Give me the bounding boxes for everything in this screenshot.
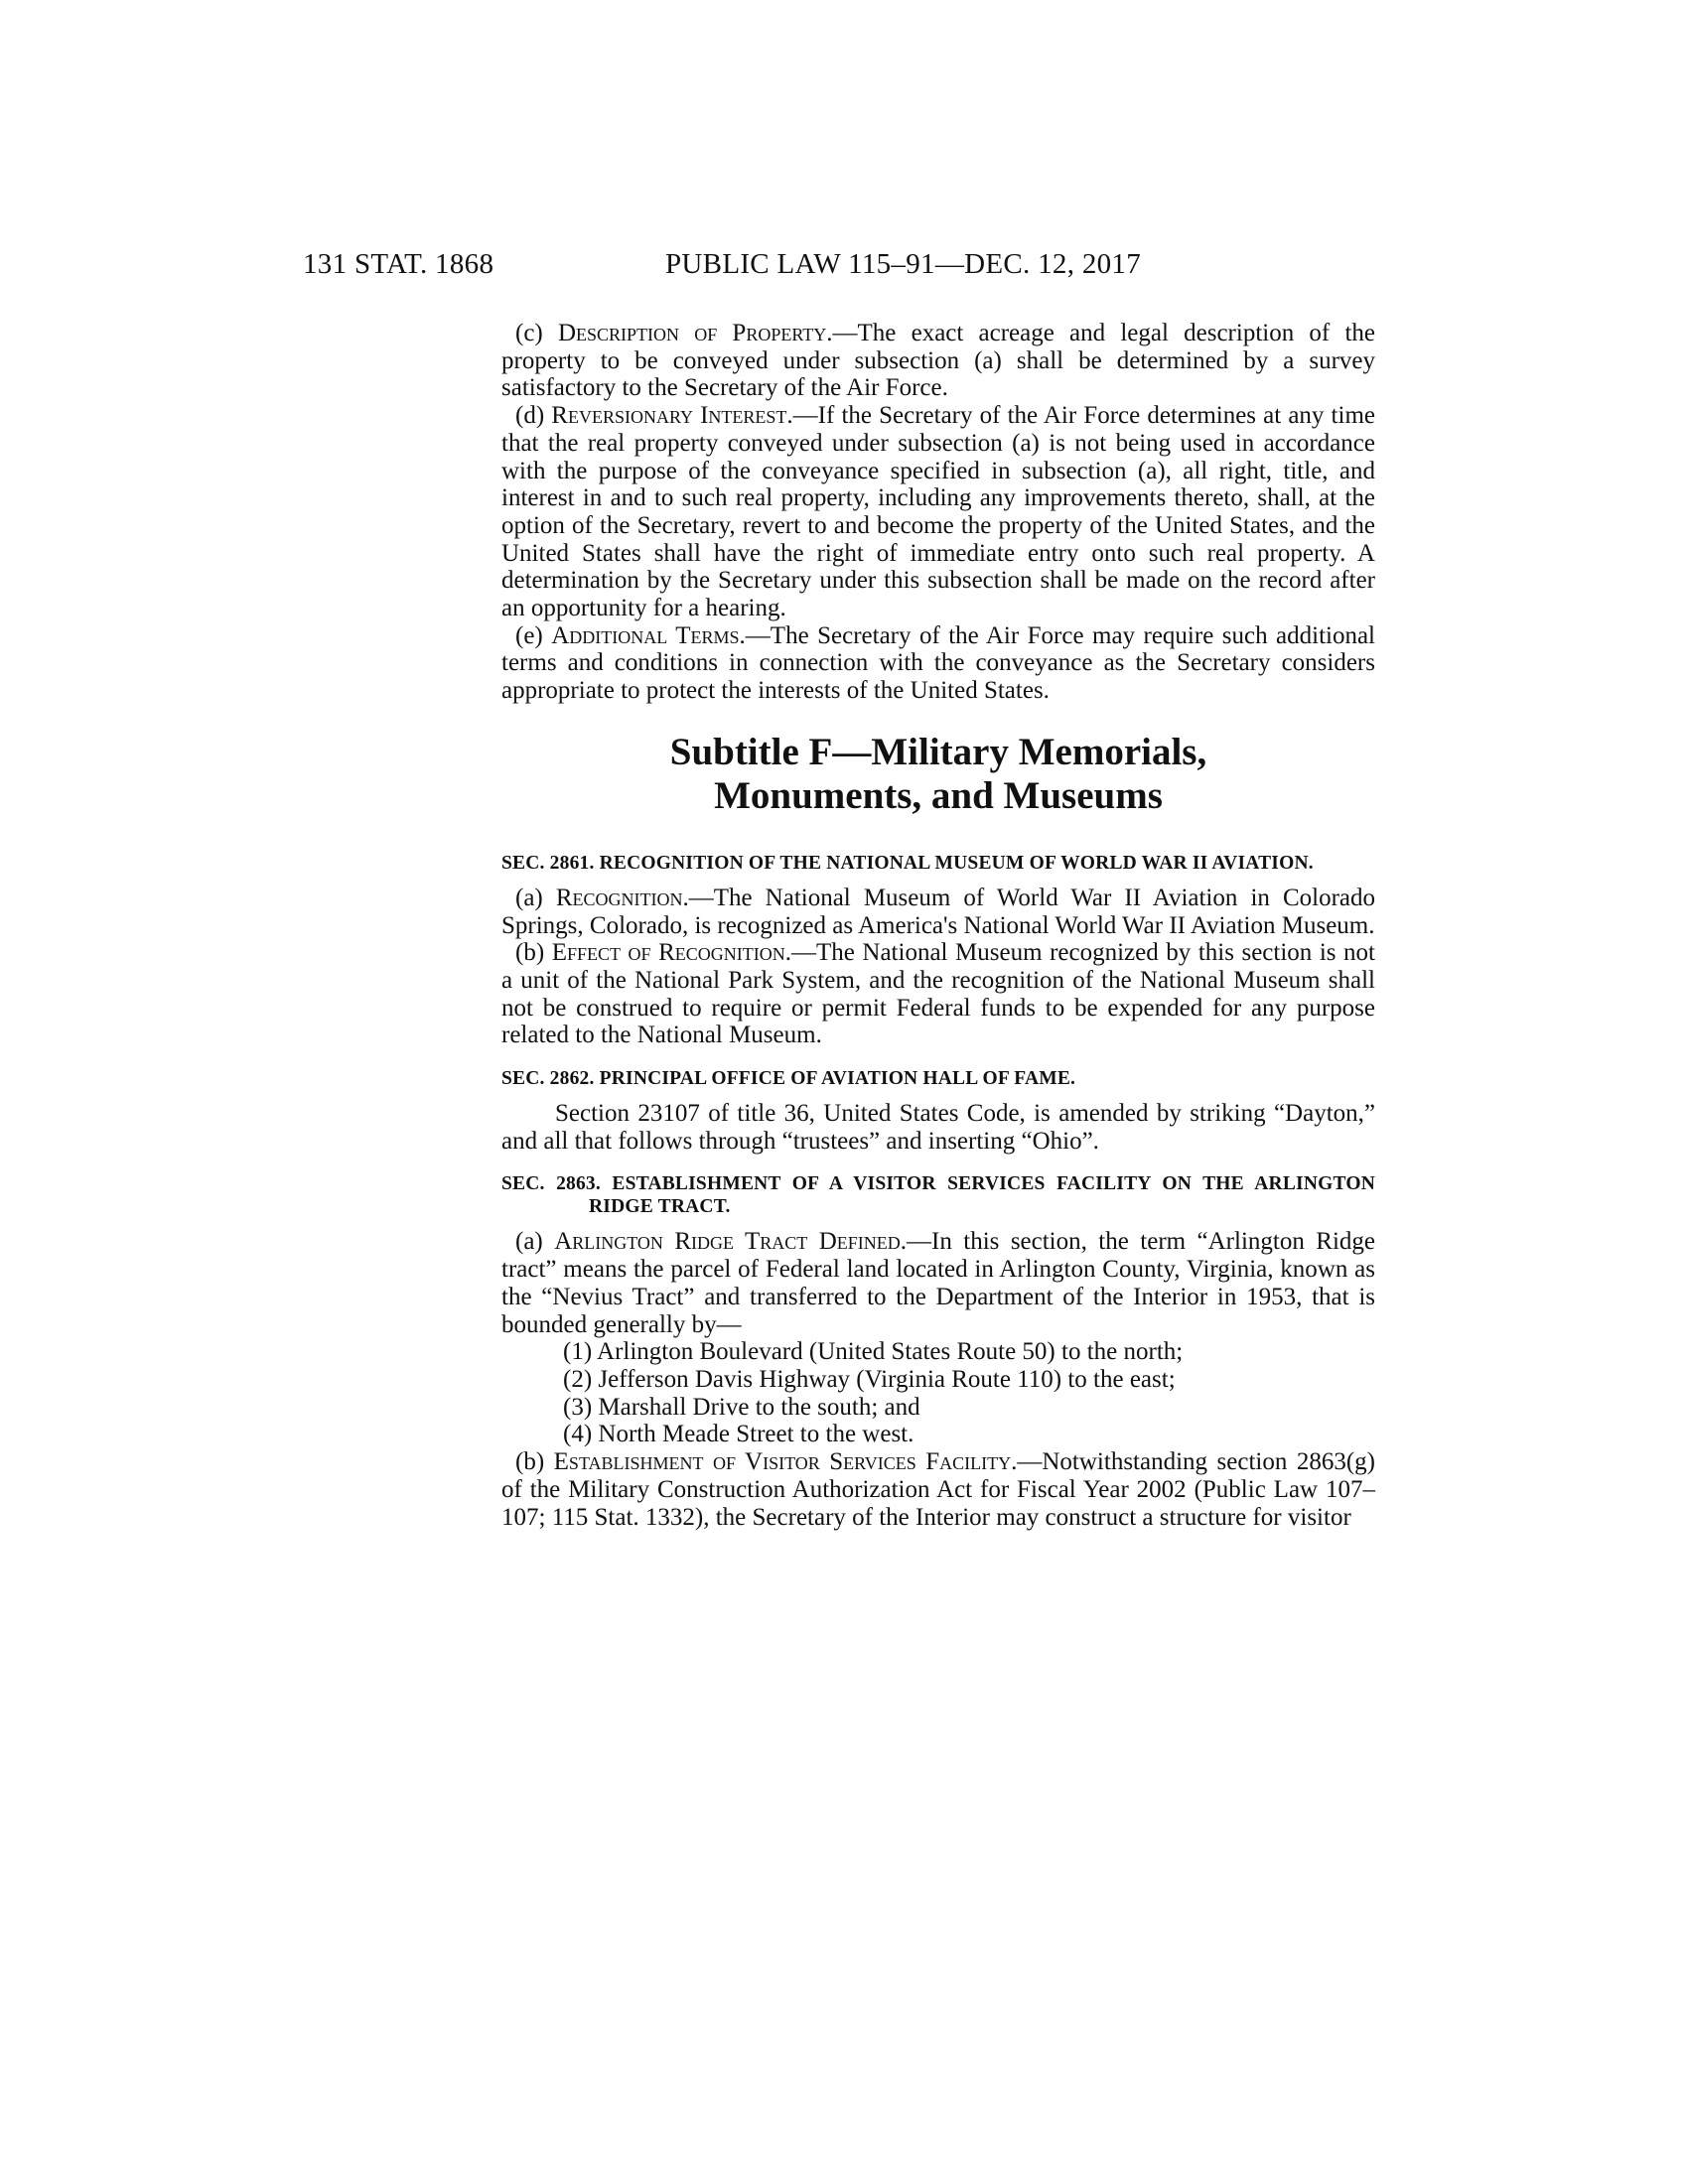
section-2863-paragraph-a: (a) Arlington Ridge Tract Defined.—In this section, the term “Arlington Ridge tract” means the parcel of Federal land located in Arlington County, Virginia, known as the “Nevius Tract” and transferred to the Department of the Interior in 1953, that is bounded generally by— [501, 1228, 1375, 1338]
paragraph-label: (e) [515, 621, 543, 649]
list-item: (4) North Meade Street to the west. [563, 1421, 914, 1448]
paragraph-heading: Description of Property [557, 320, 827, 346]
paragraph-text: Notwithstanding section 2863(g) of the Military Construction Authorization Act for Fiscal Year 2002 (Public Law 107–107; 115 Stat. 1332), the Secretary of the Interior may construct a structure for visitor [501, 1448, 1375, 1531]
main-text-column [501, 320, 1375, 1531]
list-item: (1) Arlington Boulevard (United States Route 50) to the north; [563, 1338, 1184, 1366]
paragraph-label: (b) [515, 1448, 545, 1476]
paragraph-heading: Reversionary Interest [551, 402, 787, 430]
paragraph-heading: Arlington Ridge Tract Defined [554, 1228, 901, 1256]
section-2861-heading: SEC. 2861. RECOGNITION OF THE NATIONAL MUSEUM OF WORLD WAR II AVIATION. [501, 852, 1314, 874]
paragraph-label: (c) [515, 320, 543, 346]
paragraph-heading: Establishment of Visitor Services Facility [553, 1448, 1012, 1476]
paragraph-label: (a) [515, 1228, 543, 1256]
section-2863-heading: SEC. 2863. ESTABLISHMENT OF A VISITOR SERVICES FACILITY ON THE ARLINGTON RIDGE TRACT. [501, 1173, 1375, 1218]
subtitle-line-1: Subtitle F—Military Memorials, [669, 730, 1207, 773]
paragraph-heading: Effect of Recognition [551, 939, 785, 967]
paragraph-heading: Additional Terms [551, 621, 740, 649]
paragraph-text: If the Secretary of the Air Force determines at any time that the real property conveyed under subsection (a) is not being used in accordance with the purpose of the conveyance specified in subsection (a), all right, title, and interest in and to such real property, including any improvements thereto, shall, at the option of the Secretary, revert to and become the property of the United States, and the United States shall have the right of immediate entry onto such real property. A determination by the Secretary under this subsection shall be made on the record after an opportunity for a hearing. [501, 402, 1375, 622]
paragraph-e-additional-terms: (e) Additional Terms.—The Secretary of the Air Force may require such additional terms and conditions in connection with the conveyance as the Secretary considers appropriate to protect the interests of the United States. [501, 621, 1376, 705]
paragraph-text: The exact acreage and legal description of the property to be conveyed under subsection (a) shall be determined by a survey satisfactory to the Secretary of the Air Force. [501, 320, 1375, 402]
list-item: (2) Jefferson Davis Highway (Virginia Route 110) to the east; [563, 1365, 1176, 1393]
paragraph-label: (d) [515, 402, 545, 430]
section-2863-paragraph-b: (b) Establishment of Visitor Services Facility.—Notwithstanding section 2863(g) of the Military Construction Authorization Act for Fiscal Year 2002 (Public Law 107–107; 115 Stat. 1332), the Secretary of the Interior may construct a structure for visitor [501, 1448, 1375, 1531]
paragraph-c-description-of-property: (c) Description of Property.—The exact acreage and legal description of the property to be conveyed under subsection (a) shall be determined by a survey satisfactory to the Secretary of the Air Force. [501, 320, 1375, 402]
subtitle-line-2: Monuments, and Museums [714, 773, 1163, 817]
running-head: PUBLIC LAW 115–91—DEC. 12, 2017 [665, 248, 1142, 280]
paragraph-label: (a) [515, 884, 543, 911]
paragraph-text: The National Museum of World War II Aviation in Colorado Springs, Colorado, is recognized as America's National World War II Aviation Museum. [501, 884, 1375, 939]
paragraph-heading: Recognition [555, 884, 683, 911]
paragraph-text: The National Museum recognized by this section is not a unit of the National Park System, and the recognition of the National Museum shall not be construed to require or permit Federal funds to be expended for any purpose related to the National Museum. [501, 939, 1376, 1049]
paragraph-text: In this section, the term “Arlington Ridge tract” means the parcel of Federal land located in Arlington County, Virginia, known as the “Nevius Tract” and transferred to the Department of the Interior in 1953, that is bounded generally by— [501, 1228, 1375, 1338]
paragraph-d-reversionary-interest: (d) Reversionary Interest.—If the Secretary of the Air Force determines at any time that the real property conveyed under subsection (a) is not being used in accordance with the purpose of the conveyance specified in subsection (a), all right, title, and interest in and to such real property, including any improvements thereto, shall, at the option of the Secretary, revert to and become the property of the United States, and the United States shall have the right of immediate entry onto such real property. A determination by the Secretary under this subsection shall be made on the record after an opportunity for a hearing. [501, 402, 1375, 622]
list-item: (3) Marshall Drive to the south; and [563, 1393, 920, 1421]
page-number: 131 STAT. 1868 [303, 248, 494, 280]
section-2861-paragraph-a: (a) Recognition.—The National Museum of World War II Aviation in Colorado Springs, Colorado, is recognized as America's National World War II Aviation Museum. [501, 884, 1375, 939]
section-2861-paragraph-b: (b) Effect of Recognition.—The National Museum recognized by this section is not a unit of the National Park System, and the recognition of the National Museum shall not be construed to require or permit Federal funds to be expended for any purpose related to the National Museum. [501, 939, 1376, 1049]
section-2862-heading: SEC. 2862. PRINCIPAL OFFICE OF AVIATION HALL OF FAME. [501, 1068, 1076, 1090]
paragraph-label: (b) [515, 939, 545, 967]
subtitle-heading [501, 731, 1375, 818]
section-2862-text: Section 23107 of title 36, United States Code, is amended by striking “Dayton,” and all that follows through “trustees” and inserting “Ohio”. [501, 1100, 1375, 1155]
paragraph-text: The Secretary of the Air Force may require such additional terms and conditions in connection with the conveyance as the Secretary considers appropriate to protect the interests of the United States. [501, 621, 1376, 705]
